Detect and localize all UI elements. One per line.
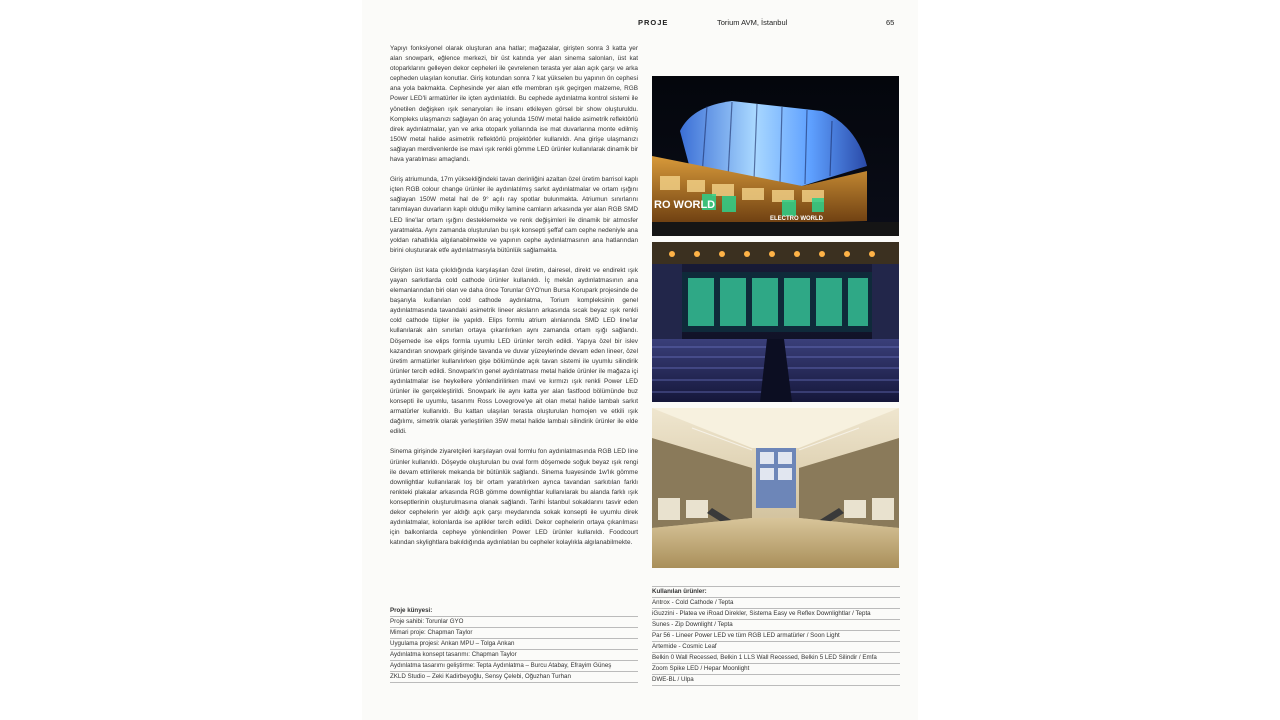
credit-row: ZKLD Studio – Zeki Kadirbeyoğlu, Sensy Çelebi, Oğuzhan Turhan [390, 672, 638, 683]
product-row: Sunes - Zip Downlight / Tepta [652, 620, 900, 631]
product-row: Artemide - Cosmic Leaf [652, 642, 900, 653]
product-row: Antrox - Cold Cathode / Tepta [652, 598, 900, 609]
paragraph: Yapıyı fonksiyonel olarak oluşturan ana hatlar; mağazalar, girişten sonra 3 katta yer alan snowpark, eğlence merkezi, bir üst katında yer alan sinema salonları, üst kat otoparklarını gelleyen dekor cepheleri ile çevrelenen terasta yer alan açık çarşı ve arka cepheden ulaşılan konutlar. Giriş kotundan sonra 7 kat yükselen bu yapının ön cephesi ana yola bakmakta. Cephesinde yer alan etfe membran ışık geçirgen malzeme, RGB Power LED'li armatürler ile içten aydınlatıldı. Bu cephede aydınlatma kontrol sistemi ile yönetilen değişken ışık senaryoları ile insanı etkileyen görsel bir show oluşturuldu. Kompleks ulaşmanızı sağlayan ön araç yolunda 150W metal halide asimetrik reflektörlü direk aydınlatmalar, yan ve arka otopark yollarında ise mat duvarlarına monte edilmiş 150W metal halide asimetrik reflektörlü projektörler kullanıldı. Ana girişe ulaşmanızı sağlayan merdivenlerde ise mavi ışık renkli gömme LED ürünler kullanılarak dinamik bir hava yaratılması amaçlandı. [390, 45, 638, 164]
product-list [652, 586, 900, 686]
credit-row: Proje sahibi: Torunlar GYO [390, 617, 638, 628]
project-credits [390, 606, 638, 683]
product-row: Zoom Spike LED / Hepar Moonlight [652, 664, 900, 675]
products-heading: Kullanılan ürünler: [652, 586, 900, 598]
product-row: Belkin 0 Wall Recessed, Belkin 1 LLS Wall Recessed, Belkin 5 LED Silindir / Emfa [652, 653, 900, 664]
credit-row: Aydınlatma tasarımı geliştirme: Tepta Aydınlatma – Burcu Atabay, Efrayim Güneş [390, 661, 638, 672]
page-number: 65 [886, 18, 895, 27]
paragraph: Giriş atriumunda, 17m yüksekliğindeki tavan derinliğini azaltan özel üretim barrisol kaplı içten RGB colour change ürünler ile aydınlatılmış sarkıt aydınlatmalar ve ortam ışığını sağlayan 150W metal hal de 9° açılı ray spotlar bulunmakta. Atriumun sınırlarını tanımlayan duvarların kaplı olduğu milky lamine camların arkasında yer alan RGB SMD LED line'lar ortam ışığını desteklemekte ve renk değişimleri ile dinamik bir atmosfer yaratmakta. Aynı zamanda oluşturulan bu ışık konsepti şeffaf cam cephe nedeniyle ana yoldan rahatlıkla algılanabilmekte ve yapının cephe aydınlatmasının ana hatlarından birini oluşturarak etfe aydınlatmasıyla bütünlük sağlamakta. [390, 176, 638, 254]
product-row: Par 56 - Lineer Power LED ve tüm RGB LED armatürler / Soon Light [652, 631, 900, 642]
photo-sign-text: RO WORLD [654, 199, 716, 211]
photo-interior-atrium [652, 408, 899, 568]
product-row: DWE-BL / Ulpa [652, 675, 900, 686]
article-body [390, 44, 638, 558]
photo-entrance-stairs [652, 242, 899, 402]
paragraph: Girişten üst kata çıkıldığında karşılaşılan özel üretim, dairesel, direkt ve endirekt ışık yayan sarkıtlarda cold cathode ürünler kullanıldı. İç mekân aydınlatmasının ana elemanlarından biri olan ve daha önce Torunlar GYO'nun Bursa Korupark projesinde de başarıyla kullanılan cold cathode aydınlatma, Torium kompleksinin genel aydınlatmasında tavandaki asimetrik lineer aksların arkasında sıcak beyaz ışık renkli cold cathode tüpler ile yapıldı. Elips formlu atrium alınlarında SMD LED line'lar kullanılarak alın sınırları ortaya çıkarılırken aynı zamanda ortam ışığı sağlandı. Döşemede ise elips formla uyumlu LED ürünler tercih edildi. Yapıya özel bir islev kazandıran snowpark girişinde tavanda ve duvar yüzeylerinde devam eden lineer, özel üretim armatürler kullanılırken gişe bölümünde açık tavan sistemi ile uyumlu silindirik ürünler tercih edildi. Snowpark'ın genel aydınlatması metal halide ürünler ile mağaza içi aydınlatmalar ise heykellere yönlendirilirken mavi ve kırmızı ışık renkli Power LED ürünler ile gerçekleştirildi. Snowpark ile aynı katta yer alan fastfood bölümünde buz konsepti ile uyumlu, tasarımı Ross Lovegrove'ye ait olan metal halide lambalı sarkıt armatürler kullanıldı. Bu kattan ulaşılan terasta oluşturulan homojen ve etkili ışık dağılımı, simetrik olarak yerleştirilen 35W metal halide lambalı silindirik ürünler ile elde edildi. [390, 266, 638, 436]
photo-exterior-night [652, 76, 899, 236]
credit-row: Uygulama projesi: Ankan MPU – Tolga Ankan [390, 639, 638, 650]
product-row: iGuzzini - Platea ve iRoad Direkler, Sistema Easy ve Reflex Downlightlar / Tepta [652, 609, 900, 620]
credits-heading: Proje künyesi: [390, 606, 638, 617]
running-title: Torium AVM, İstanbul [717, 18, 788, 27]
section-label: PROJE [638, 18, 669, 27]
paragraph: Sinema girişinde ziyaretçileri karşılayan oval formlu fon aydınlatmasında RGB LED line ürünler kullanıldı. Döşeyde oluşturulan bu oval form döşemede soğuk beyaz ışık rengi ile devam ettirilerek mekanda bir bütünlük sağlandı. Sinema fuayesinde 1w'lık gömme downlightlar kullanılarak loş bir ortam yaratılırken ayrıca tavandan sarkıtılan farklı renkteki plakalar arkasında RGB gömme downlightlar kullanılarak bu alanda farklı ışık konseptlerinin oluşturulmasına olanak sağlandı. Tarihi İstanbul sokaklarını tasvir eden dekor cephelerin yer aldığı açık çarşı meydanında sokak konsepti ile uyumlu direk aydınlatmalar, kolonlarda ise aplikler tercih edildi. Dekor cephelerin ortaya çıkarılması için balkonlarda cepheye yönlendirilen Power LED ürünler kullanıldı. Foodcourt katından skylightlara bakıldığında aydınlatılan bu cepheler kolaylıkla algılanabilmekte. [390, 448, 638, 547]
credit-row: Mimari proje: Chapman Taylor [390, 628, 638, 639]
credit-row: Aydınlatma konsept tasarımı: Chapman Taylor [390, 650, 638, 661]
photo-sign-text: ELECTRO WORLD [770, 216, 823, 222]
